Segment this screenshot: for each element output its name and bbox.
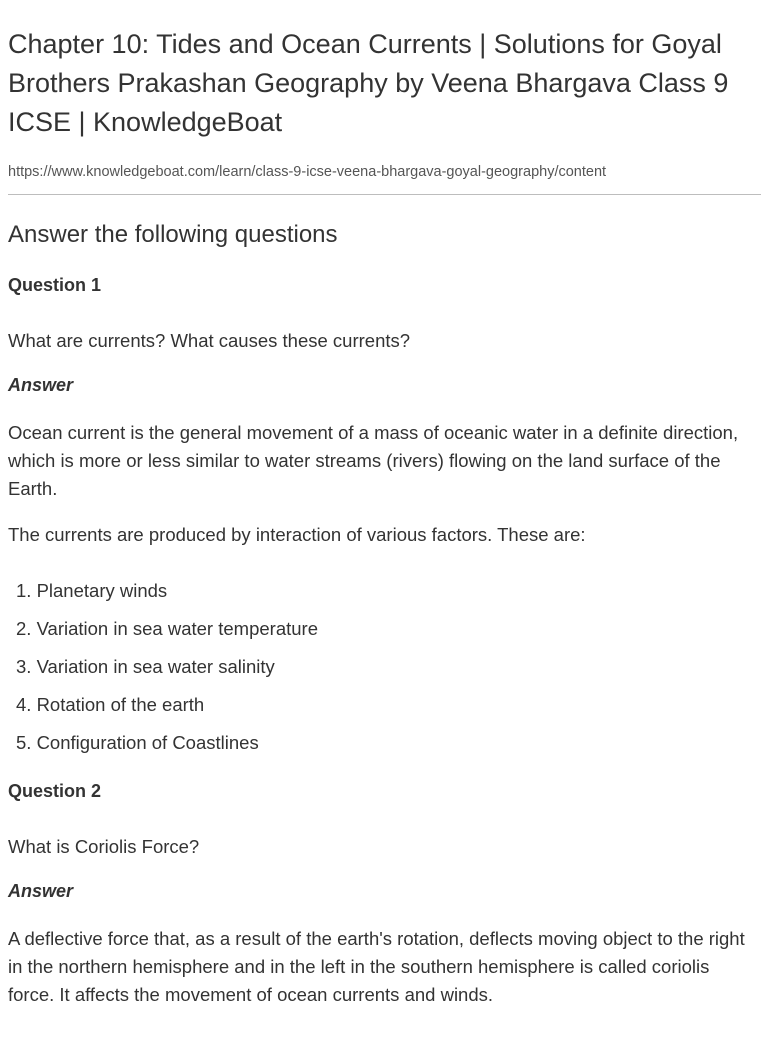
answer-label: Answer xyxy=(8,375,74,395)
question-label: Question 1 xyxy=(8,275,102,295)
list-item: 5. Configuration of Coastlines xyxy=(16,732,259,753)
page-title: Chapter 10: Tides and Ocean Currents | Solutions for Goyal Brothers Prakashan Geography by Veena Bhargava Class 9 ICSE | KnowledgeBoat xyxy=(8,29,729,137)
question-label: Question 2 xyxy=(8,781,102,801)
answer-paragraph: A deflective force that, as a result of the earth's rotation, deflects moving object to the right in the northern hemisphere and in the left in the southern hemisphere is called coriolis force. It affects the movement of ocean currents and winds. xyxy=(8,928,745,1005)
list-item: 3. Variation in sea water salinity xyxy=(16,656,275,677)
question-text: What are currents? What causes these currents? xyxy=(8,330,411,351)
answer-paragraph: The currents are produced by interaction of various factors. These are: xyxy=(8,524,586,545)
page-container xyxy=(0,25,768,1009)
list-item: 1. Planetary winds xyxy=(16,580,168,601)
page-url: https://www.knowledgeboat.com/learn/class-9-icse-veena-bhargava-goyal-geography/content xyxy=(8,164,607,180)
list-item: 4. Rotation of the earth xyxy=(16,694,205,715)
section-heading: Answer the following questions xyxy=(8,221,338,248)
answer-list xyxy=(8,577,760,757)
question-block-1 xyxy=(8,273,760,757)
header-divider xyxy=(8,194,761,195)
answer-label: Answer xyxy=(8,881,74,901)
question-block-2 xyxy=(8,779,760,1009)
answer-paragraph: Ocean current is the general movement of a mass of oceanic water in a definite direction, which is more or less similar to water streams (rivers) flowing on the land surface of the Earth. xyxy=(8,422,739,499)
list-item: 2. Variation in sea water temperature xyxy=(16,618,318,639)
question-text: What is Coriolis Force? xyxy=(8,836,200,857)
